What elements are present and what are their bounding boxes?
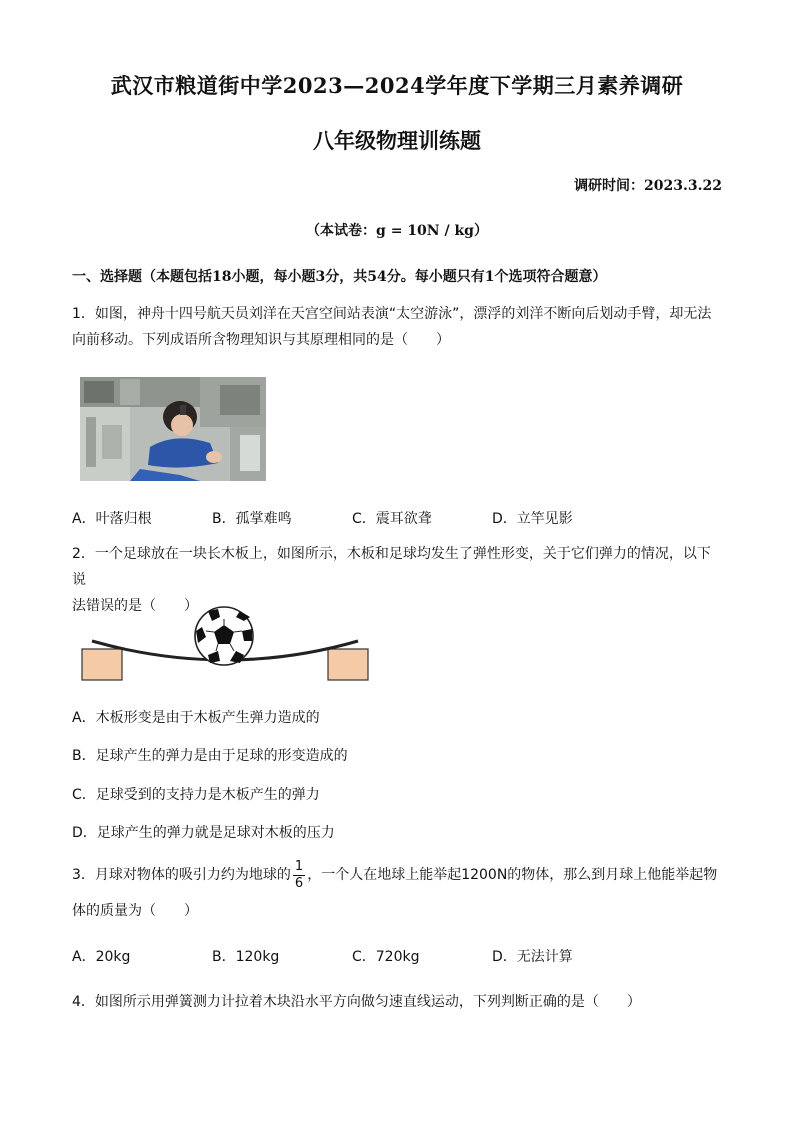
question-2-option-a[interactable]: A．木板形变是由于木板产生弹力造成的	[72, 710, 320, 726]
question-1-line1: 1．如图，神舟十四号航天员刘洋在天宫空间站表演“太空游泳”，漂浮的刘洋不断向后划动手臂，却无法	[72, 306, 712, 322]
question-2-line2: 法错误的是（ ）	[72, 598, 198, 614]
question-3-option-d[interactable]: D．无法计算	[492, 949, 573, 965]
question-4-line1: 4．如图所示用弹簧测力计拉着木块沿水平方向做匀速直线运动，下列判断正确的是（ ）	[72, 994, 641, 1010]
question-3-text-part2: ，一个人在地球上能举起1200N的物体，那么到月球上他能举起物	[307, 867, 718, 883]
survey-time: 调研时间：2023.3.22	[574, 178, 722, 194]
question-1-option-d[interactable]: D．立竿见影	[492, 511, 573, 527]
exam-title: 武汉市粮道街中学2023—2024学年度下学期三月素养调研	[110, 73, 684, 98]
question-3	[72, 858, 722, 892]
question-1-option-c[interactable]: C．震耳欲聋	[352, 511, 432, 527]
question-2-option-b[interactable]: B．足球产生的弹力是由于足球的形变造成的	[72, 748, 348, 764]
question-3-text-part1: 3．月球对物体的吸引力约为地球的	[72, 867, 291, 883]
fraction-denominator: 6	[294, 875, 304, 891]
question-1-option-a[interactable]: A．叶落归根	[72, 511, 152, 527]
one-sixth-fraction	[293, 859, 305, 892]
question-2-option-c[interactable]: C．足球受到的支持力是木板产生的弹力	[72, 787, 320, 803]
question-2-option-d[interactable]: D．足球产生的弹力就是足球对木板的压力	[72, 825, 335, 841]
question-3-line2: 体的质量为（ ）	[72, 903, 198, 919]
question-1-option-b[interactable]: B．孤掌难鸣	[212, 511, 292, 527]
football	[195, 607, 253, 665]
question-1-line2: 向前移动。下列成语所含物理知识与其原理相同的是（ ）	[72, 332, 450, 348]
question-2-line1: 2．一个足球放在一块长木板上，如图所示，木板和足球均发生了弹性形变，关于它们弹力的情况，以下说	[72, 546, 711, 588]
question-3-option-a[interactable]: A．20kg	[72, 949, 131, 965]
left-support-block	[82, 649, 122, 680]
question-3-line1	[72, 858, 722, 892]
exam-subtitle: 八年级物理训练题	[313, 128, 481, 153]
gravity-constant-note: （本试卷：g = 10N / kg）	[306, 223, 488, 239]
question-3-option-b[interactable]: B．120kg	[212, 949, 280, 965]
fraction-numerator: 1	[294, 858, 304, 874]
astronaut-photo	[80, 377, 266, 481]
question-1	[72, 301, 722, 353]
question-3-option-c[interactable]: C．720kg	[352, 949, 420, 965]
question-4	[72, 989, 722, 1015]
section-heading: 一、选择题（本题包括18小题，每小题3分，共54分。每小题只有1个选项符合题意）	[72, 269, 607, 285]
football-board-figure	[80, 605, 372, 683]
right-support-block	[328, 649, 368, 680]
